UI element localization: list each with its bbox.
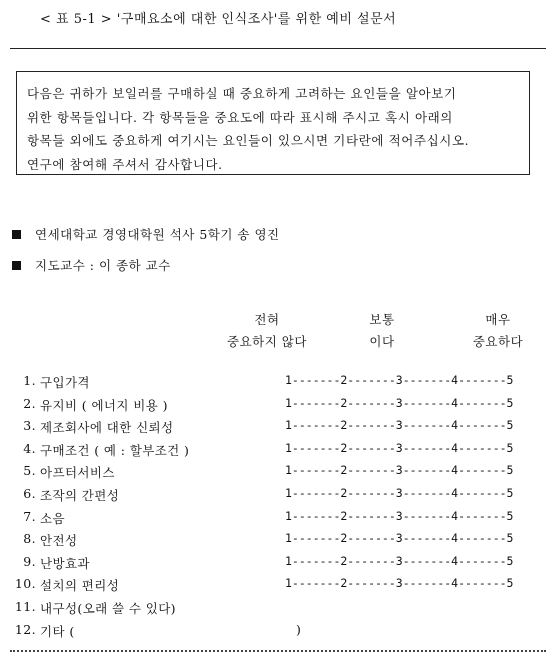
item-number: 3. <box>23 418 36 434</box>
item-label: 조작의 간편성 <box>40 487 120 503</box>
advisor-text: 지도교수 : 이 종하 교수 <box>35 258 171 273</box>
square-bullet-icon <box>12 261 21 270</box>
item-number: 5. <box>23 463 36 479</box>
scale-header-mid <box>342 309 422 353</box>
scale-header-low <box>212 309 322 353</box>
intro-line: 항목들 외에도 중요하게 여기시는 요인들이 있으시면 기타란에 적어주십시오. <box>27 133 470 148</box>
scale-header-line2: 중요하지 않다 <box>227 334 307 349</box>
table-title: < 표 5-1 > '구매요소에 대한 인식조사'를 위한 예비 설문서 <box>40 12 397 27</box>
rating-scale[interactable]: 1-------2-------3-------4-------5 <box>285 531 514 546</box>
item-label: 기타 ( <box>40 623 75 639</box>
top-divider <box>10 48 546 49</box>
scale-header-line2: 중요하다 <box>472 334 524 349</box>
survey-item <box>14 554 544 577</box>
rating-scale[interactable]: 1-------2-------3-------4-------5 <box>285 395 514 410</box>
item-number: 7. <box>23 508 36 524</box>
survey-item <box>14 509 544 532</box>
survey-item <box>14 463 544 486</box>
item-number: 1. <box>23 373 36 388</box>
item-label: 내구성(오래 쓸 수 있다) <box>40 600 176 616</box>
survey-item <box>14 531 544 554</box>
survey-item <box>14 373 544 396</box>
rating-scale[interactable]: 1-------2-------3-------4-------5 <box>285 463 514 478</box>
intro-line: 다음은 귀하가 보일러를 구매하실 때 중요하게 고려하는 요인들을 알아보기 <box>27 86 457 101</box>
item-label: 아프터서비스 <box>40 465 115 481</box>
scale-header-line1: 보통 <box>369 312 395 327</box>
survey-item <box>14 441 544 464</box>
item-number: 12. <box>14 621 36 637</box>
scale-header-high <box>458 309 538 353</box>
rating-scale[interactable]: 1-------2-------3-------4-------5 <box>285 440 514 455</box>
rating-scale[interactable]: 1-------2-------3-------4-------5 <box>285 508 514 523</box>
other-closing-paren: ) <box>296 621 302 637</box>
survey-item <box>14 418 544 441</box>
rating-scale[interactable]: 1-------2-------3-------4-------5 <box>285 553 514 568</box>
rating-scale[interactable]: 1-------2-------3-------4-------5 <box>285 576 514 591</box>
bottom-divider <box>10 650 546 652</box>
survey-item <box>14 486 544 509</box>
item-number: 8. <box>23 531 36 547</box>
square-bullet-icon <box>12 230 21 239</box>
scale-header-line1: 전혀 <box>254 312 280 327</box>
item-number: 6. <box>23 485 36 501</box>
item-label: 안전성 <box>40 533 78 549</box>
item-label: 구입가격 <box>40 375 90 390</box>
item-label: 난방효과 <box>40 555 90 571</box>
item-number: 11. <box>14 598 36 614</box>
scale-header-line1: 매우 <box>485 312 511 327</box>
survey-item <box>14 576 544 599</box>
intro-line: 연구에 참여해 주셔서 감사합니다. <box>27 156 223 172</box>
advisor-info <box>12 256 171 274</box>
rating-scale[interactable]: 1-------2-------3-------4-------5 <box>285 373 514 387</box>
item-label: 소음 <box>40 510 65 526</box>
rating-scale[interactable]: 1-------2-------3-------4-------5 <box>285 485 514 500</box>
intro-line: 위한 항목들입니다. 각 항목들을 중요도에 따라 표시해 주시고 혹시 아래의 <box>27 109 453 125</box>
item-label: 유지비 ( 에너지 비용 ) <box>40 397 168 413</box>
scale-header-line2: 이다 <box>369 334 395 349</box>
author-text: 연세대학교 경영대학원 석사 5학기 송 영진 <box>35 227 280 242</box>
item-number: 10. <box>14 576 36 592</box>
item-label: 설치의 편리성 <box>40 578 120 594</box>
intro-box <box>16 71 530 175</box>
author-info <box>12 225 280 243</box>
rating-scale[interactable]: 1-------2-------3-------4-------5 <box>285 418 514 433</box>
survey-item <box>14 599 544 622</box>
item-number: 4. <box>23 440 36 456</box>
item-number: 9. <box>23 553 36 569</box>
item-number: 2. <box>23 395 36 411</box>
survey-items-list <box>14 373 544 644</box>
survey-item <box>14 622 544 645</box>
item-label: 제조회사에 대한 신뢰성 <box>40 420 174 436</box>
survey-item <box>14 396 544 419</box>
item-label: 구매조건 ( 예 : 할부조건 ) <box>40 442 190 458</box>
